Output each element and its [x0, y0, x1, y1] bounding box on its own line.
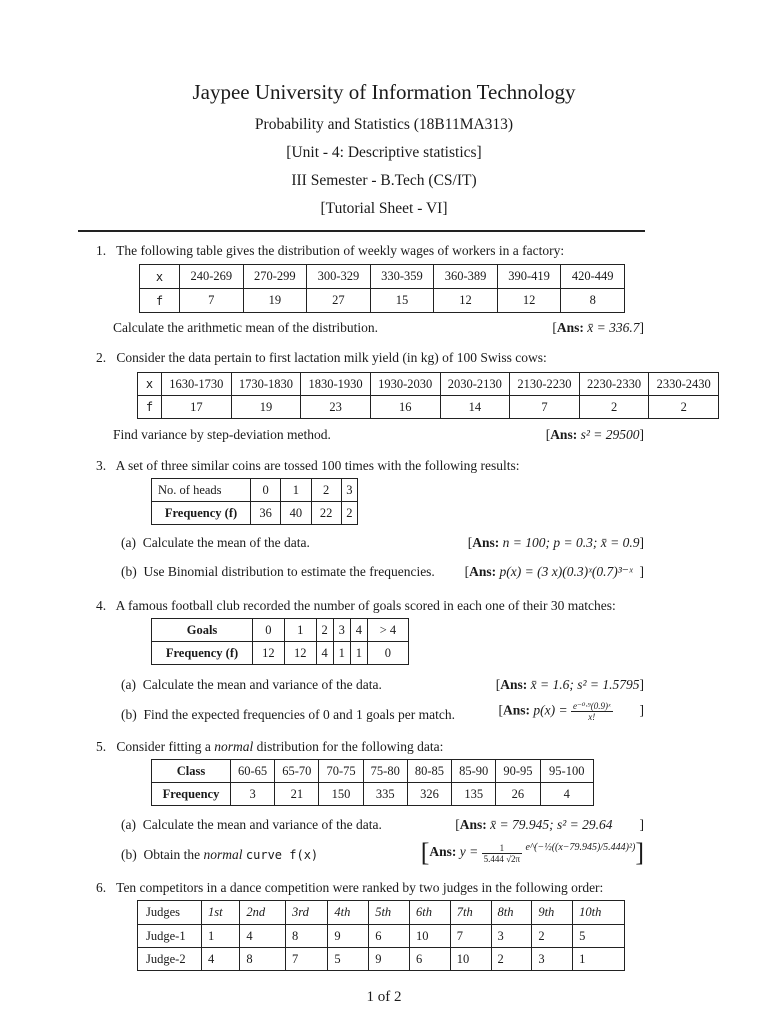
answer-fraction	[482, 843, 522, 864]
q4a-answer: [Ans: x̄ = 1.6; s² = 1.5795]	[495, 677, 644, 692]
table-cell: 2230-2330	[579, 373, 649, 396]
answer-value: x̄ = 336.7	[587, 320, 640, 335]
fraction-numerator: e⁻⁰·⁹(0.9)ˣ	[572, 701, 611, 711]
answer-value: p(x) = (3 x)(0.3)ˣ(0.7)³⁻ˣ	[499, 564, 633, 579]
question-text: A famous football club recorded the number of goals scored in each one of their 30 matches:	[115, 598, 616, 613]
sub-label: (a)	[121, 535, 136, 550]
q2-answer: [Ans: s² = 29500]	[545, 427, 644, 442]
table-cell: 6	[369, 925, 410, 948]
question-text: Consider fitting a	[116, 739, 211, 754]
table-cell: 2330-2430	[649, 373, 719, 396]
table-cell: 7	[180, 289, 244, 313]
q5b	[121, 847, 318, 863]
answer-value: n = 100; p = 0.3; x̄ = 0.9	[502, 535, 640, 550]
fraction-denominator: x!	[588, 712, 596, 722]
table-cell: 2	[311, 479, 341, 502]
table-cell: 420-449	[561, 265, 625, 289]
table-cell: 10th	[573, 901, 625, 925]
question-number: 2.	[96, 350, 107, 365]
sub-text: Calculate the mean of the data.	[142, 535, 310, 550]
semester-title: III Semester - B.Tech (CS/IT)	[291, 172, 477, 189]
table-cell: 1630-1730	[162, 373, 232, 396]
table-cell: 4	[540, 783, 593, 806]
table-cell: 335	[363, 783, 407, 806]
table-cell: 22	[311, 502, 341, 525]
answer-fraction	[571, 701, 613, 722]
table-cell: 4	[240, 925, 286, 948]
table-cell: 65-70	[275, 760, 319, 783]
answer-exponent: e^(−½((x−79.945)/5.444)²)	[525, 842, 636, 854]
table-cell: 85-90	[452, 760, 496, 783]
table-cell: 7th	[450, 901, 491, 925]
answer-label: Ans:	[469, 564, 497, 579]
table-cell: Frequency	[152, 783, 231, 806]
q5-table	[151, 759, 594, 806]
question-number: 5.	[96, 739, 107, 754]
table-cell: 0	[367, 642, 408, 665]
table-cell: 17	[162, 396, 232, 419]
table-cell: 7	[286, 948, 328, 971]
table-cell: 3	[341, 479, 357, 502]
table-cell: 2	[341, 502, 357, 525]
table-cell: 4th	[328, 901, 369, 925]
question-text: The following table gives the distribution of weekly wages of workers in a factory:	[116, 243, 565, 258]
table-cell: 75-80	[363, 760, 407, 783]
question-number: 1.	[96, 243, 107, 258]
q4a	[121, 677, 382, 693]
table-cell: x	[138, 373, 162, 396]
table-cell: 2030-2130	[440, 373, 510, 396]
q3a-answer: [Ans: n = 100; p = 0.3; x̄ = 0.9]	[467, 535, 644, 550]
table-cell: 2130-2230	[510, 373, 580, 396]
table-cell: 8	[561, 289, 625, 313]
table-cell: 2	[579, 396, 649, 419]
table-cell: 60-65	[231, 760, 275, 783]
answer-label: Ans:	[500, 677, 528, 692]
table-cell: 8	[286, 925, 328, 948]
header-divider	[78, 230, 645, 232]
answer-value: x̄ = 1.6; s² = 1.5795	[530, 677, 640, 692]
table-cell: 23	[301, 396, 371, 419]
q5b-answer: [Ans: y = $\frac{1}{5.444 √2\pi}$ $^{e\^{}(-\frac{1}{2}((x-79.945)/5.444)^2)}$]	[420, 838, 644, 867]
table-cell: x	[140, 265, 180, 289]
q5a	[121, 817, 382, 833]
q4b-answer: [Ans: p(x) = $\frac{\text{e⁻⁰·⁹(0.9)ˣ}}{x!}$ ]	[498, 701, 644, 722]
question-4	[96, 598, 616, 614]
q6-table	[137, 900, 625, 971]
table-cell: 2	[491, 948, 532, 971]
table-cell: 300-329	[307, 265, 371, 289]
table-cell: 12	[434, 289, 498, 313]
table-cell: 1	[202, 925, 240, 948]
table-cell: 15	[370, 289, 434, 313]
sub-text: Find the expected frequencies of 0 and 1 goals per match.	[143, 707, 456, 722]
table-cell: 7	[510, 396, 580, 419]
table-cell: 3	[231, 783, 275, 806]
sub-text: Calculate the mean and variance of the data.	[142, 677, 382, 692]
table-cell: 1	[573, 948, 625, 971]
table-cell: 3	[333, 619, 350, 642]
table-cell: 4	[316, 642, 333, 665]
university-title: Jaypee University of Information Technology	[192, 80, 576, 104]
question-3	[96, 458, 519, 474]
table-cell: 2nd	[240, 901, 286, 925]
table-cell: 14	[440, 396, 510, 419]
question-text: Consider the data pertain to first lactation milk yield (in kg) of 100 Swiss cows:	[116, 350, 547, 365]
table-cell: 6	[409, 948, 450, 971]
table-cell: 70-75	[319, 760, 363, 783]
table-cell: 2	[316, 619, 333, 642]
table-cell: 0	[251, 479, 281, 502]
table-cell: 5	[328, 948, 369, 971]
table-cell: f	[140, 289, 180, 313]
table-cell: 12	[284, 642, 316, 665]
unit-title: [Unit - 4: Descriptive statistics]	[286, 144, 482, 161]
q4b	[121, 707, 455, 723]
sub-text: curve f(x)	[245, 848, 319, 862]
table-cell: 80-85	[407, 760, 451, 783]
q3a	[121, 535, 310, 551]
table-cell: 8	[240, 948, 286, 971]
table-cell: 21	[275, 783, 319, 806]
page-number: 1 of 2	[366, 989, 402, 1005]
answer-label: Ans:	[502, 702, 530, 718]
sub-label: (b)	[121, 707, 137, 722]
q1-task: Calculate the arithmetic mean of the distribution.	[113, 320, 379, 335]
table-cell: 5	[573, 925, 625, 948]
table-cell: > 4	[367, 619, 408, 642]
answer-value: p(x) =	[533, 702, 568, 718]
table-cell: 1	[333, 642, 350, 665]
table-cell: Frequency (f)	[152, 642, 253, 665]
table-cell: 150	[319, 783, 363, 806]
sub-label: (a)	[121, 817, 136, 832]
table-cell: 8th	[491, 901, 532, 925]
q1-answer: [Ans: x̄ = 336.7]	[552, 320, 644, 335]
table-cell: 12	[253, 642, 285, 665]
table-cell: 3	[491, 925, 532, 948]
question-number: 6.	[96, 880, 107, 895]
table-cell: 6th	[409, 901, 450, 925]
table-cell: 240-269	[180, 265, 244, 289]
table-cell: 19	[243, 289, 307, 313]
q3-table	[151, 478, 358, 525]
question-text: A set of three similar coins are tossed 100 times with the following results:	[115, 458, 520, 473]
question-text: Ten competitors in a dance competition were ranked by two judges in the following order:	[116, 880, 604, 895]
table-cell: Frequency (f)	[152, 502, 251, 525]
q3b-answer: [Ans: p(x) = (3 x)(0.3)ˣ(0.7)³⁻ˣ ]	[464, 564, 644, 579]
table-cell: f	[138, 396, 162, 419]
question-2	[96, 350, 547, 366]
table-cell: Judges	[138, 901, 202, 925]
table-cell: 1	[284, 619, 316, 642]
table-cell: 9	[328, 925, 369, 948]
table-cell: 5th	[369, 901, 410, 925]
question-6	[96, 880, 603, 896]
sub-text: Use Binomial distribution to estimate the frequencies.	[143, 564, 435, 579]
table-cell: 12	[497, 289, 561, 313]
table-cell: 1730-1830	[231, 373, 301, 396]
sub-label: (b)	[121, 847, 137, 862]
sub-label: (b)	[121, 564, 137, 579]
table-cell: Class	[152, 760, 231, 783]
answer-label: Ans:	[556, 320, 584, 335]
table-cell: 10	[409, 925, 450, 948]
answer-value: x̄ = 79.945; s² = 29.64	[490, 817, 613, 832]
table-cell: 4	[202, 948, 240, 971]
table-cell: 3rd	[286, 901, 328, 925]
q2-task: Find variance by step-deviation method.	[113, 427, 331, 442]
table-cell: 90-95	[496, 760, 540, 783]
sub-label: (a)	[121, 677, 136, 692]
question-5	[96, 739, 443, 755]
table-cell: 36	[251, 502, 281, 525]
answer-label: Ans:	[429, 844, 457, 860]
fraction-denominator: 5.444 √2π	[483, 853, 521, 864]
table-cell: 360-389	[434, 265, 498, 289]
table-cell: 2	[532, 925, 573, 948]
table-cell: 135	[452, 783, 496, 806]
table-cell: 27	[307, 289, 371, 313]
table-cell: 270-299	[243, 265, 307, 289]
table-cell: 7	[450, 925, 491, 948]
sub-text: Obtain the	[143, 847, 201, 862]
table-cell: 1	[281, 479, 311, 502]
table-cell: No. of heads	[152, 479, 251, 502]
question-number: 3.	[96, 458, 107, 473]
answer-value: s² = 29500	[580, 427, 640, 442]
q2-table	[137, 372, 719, 419]
q4-table	[151, 618, 409, 665]
sub-text-emphasis: normal	[203, 847, 243, 862]
table-cell: Judge-1	[138, 925, 202, 948]
table-cell: 4	[350, 619, 367, 642]
table-cell: 1930-2030	[370, 373, 440, 396]
table-cell: 95-100	[540, 760, 593, 783]
answer-label: Ans:	[459, 817, 487, 832]
course-title: Probability and Statistics (18B11MA313)	[254, 116, 514, 133]
q5a-answer: [Ans: x̄ = 79.945; s² = 29.64 ]	[455, 817, 644, 832]
table-cell: 330-359	[370, 265, 434, 289]
table-cell: 19	[231, 396, 301, 419]
answer-label: Ans:	[472, 535, 500, 550]
table-cell: 40	[281, 502, 311, 525]
table-cell: 1	[350, 642, 367, 665]
table-cell: 26	[496, 783, 540, 806]
table-cell: 16	[370, 396, 440, 419]
q1-table	[139, 264, 625, 313]
table-cell: 0	[253, 619, 285, 642]
question-number: 4.	[96, 598, 107, 613]
table-cell: 326	[407, 783, 451, 806]
answer-value: y =	[459, 844, 479, 860]
table-cell: 390-419	[497, 265, 561, 289]
table-cell: 10	[450, 948, 491, 971]
q3b	[121, 564, 435, 580]
table-cell: 1st	[202, 901, 240, 925]
fraction-numerator: 1	[482, 843, 522, 854]
question-text: distribution for the following data:	[256, 739, 444, 754]
sub-text: Calculate the mean and variance of the data.	[142, 817, 382, 832]
table-cell: 9th	[532, 901, 573, 925]
table-cell: 9	[369, 948, 410, 971]
question-text-emphasis: normal	[214, 739, 254, 754]
answer-label: Ans:	[550, 427, 578, 442]
table-cell: Goals	[152, 619, 253, 642]
table-cell: 2	[649, 396, 719, 419]
table-cell: Judge-2	[138, 948, 202, 971]
table-cell: 1830-1930	[301, 373, 371, 396]
question-1	[96, 243, 564, 259]
table-cell: 3	[532, 948, 573, 971]
sheet-title: [Tutorial Sheet - VI]	[320, 200, 448, 217]
